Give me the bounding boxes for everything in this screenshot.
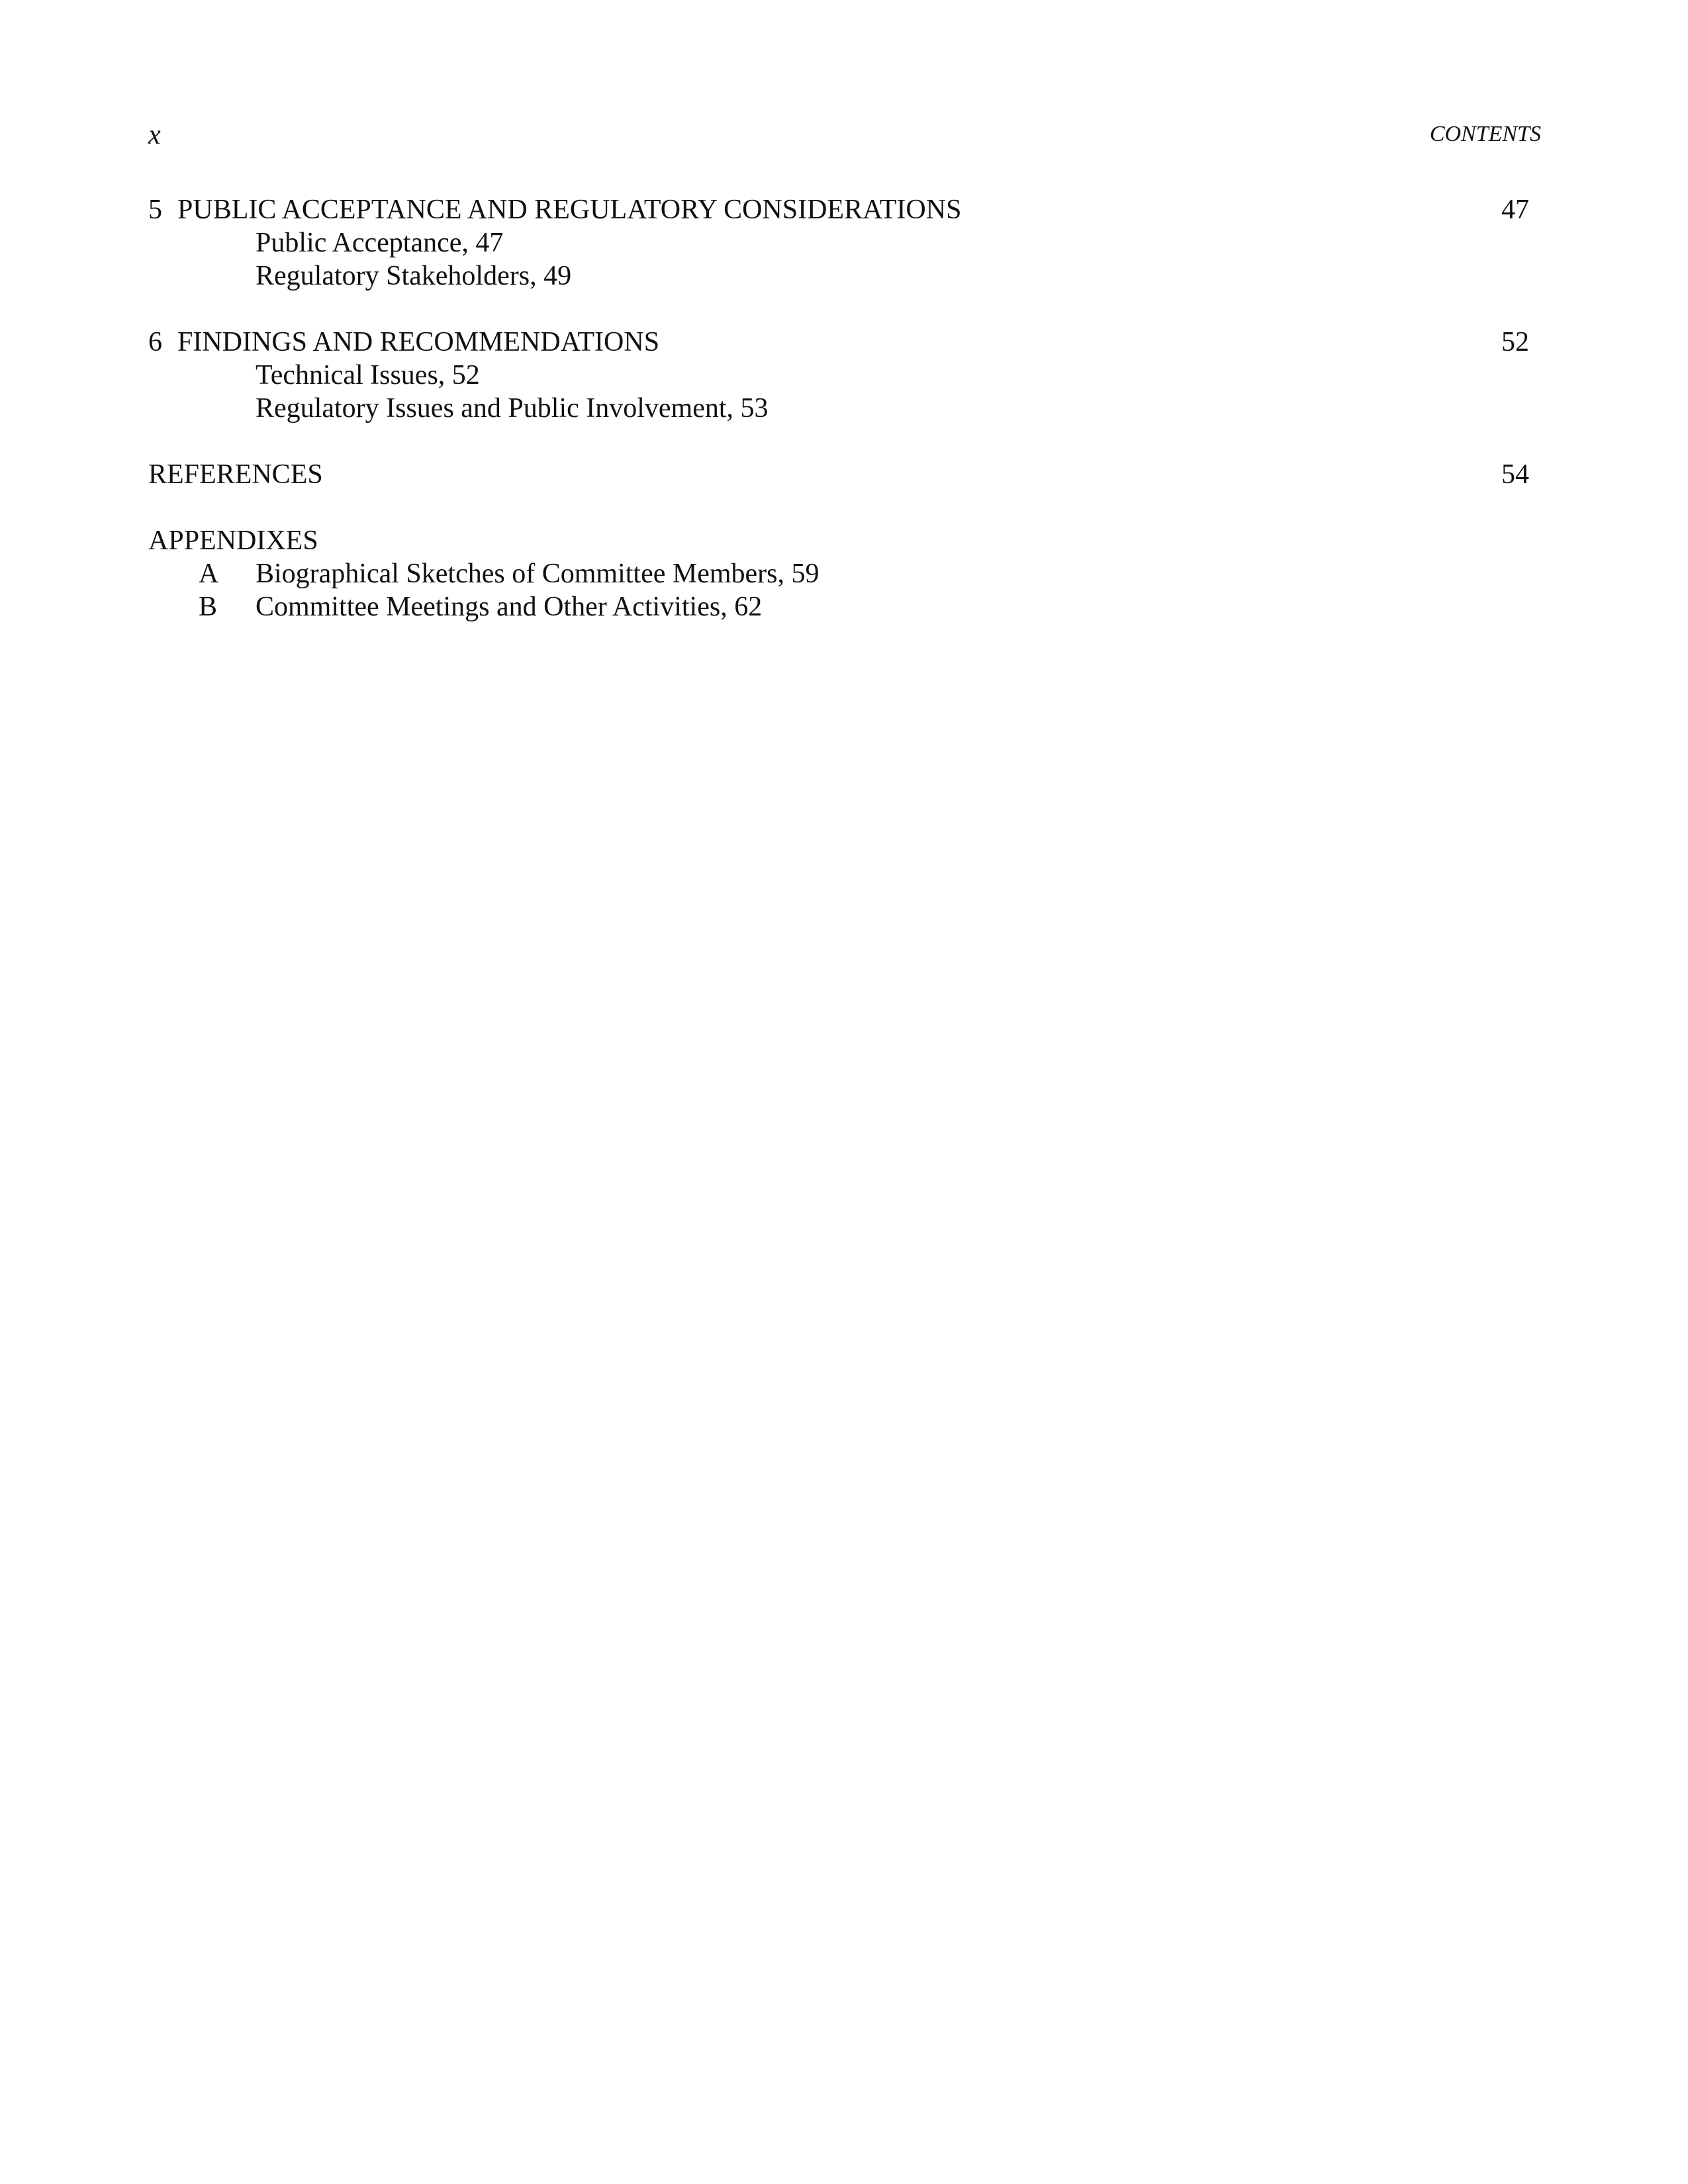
chapter-heading: [148, 193, 1529, 226]
toc-section: Technical Issues, 52: [256, 360, 480, 390]
chapter-page-number: 47: [1501, 195, 1529, 225]
chapter-page-number: 52: [1501, 327, 1529, 357]
toc-chapter-5: [148, 193, 1529, 293]
appendixes-title: APPENDIXES: [148, 525, 318, 556]
toc-references: [148, 458, 1529, 491]
appendix-letter: B: [199, 592, 218, 622]
appendix-letter: A: [199, 559, 219, 589]
toc-section: Public Acceptance, 47: [256, 228, 504, 258]
appendix-title: Biographical Sketches of Committee Members, 59: [256, 559, 820, 589]
toc-chapter-6: [148, 326, 1529, 425]
appendix-item: [148, 557, 1529, 590]
chapter-number: 5: [148, 195, 162, 225]
toc-section: Regulatory Stakeholders, 49: [256, 261, 572, 291]
running-head-title: CONTENTS: [1429, 122, 1541, 146]
toc-section: Regulatory Issues and Public Involvement, 53: [256, 393, 769, 424]
references-page-number: 54: [1501, 459, 1529, 490]
appendix-item: [148, 590, 1529, 623]
chapter-number: 6: [148, 327, 162, 357]
chapter-title: PUBLIC ACCEPTANCE AND REGULATORY CONSIDERATIONS: [177, 195, 962, 225]
appendixes-heading: [148, 524, 1529, 557]
running-head: [148, 119, 1541, 156]
chapter-title: FINDINGS AND RECOMMENDATIONS: [177, 327, 660, 357]
page-folio: x: [148, 120, 161, 150]
references-heading: [148, 458, 1529, 491]
toc-appendixes: [148, 524, 1529, 623]
appendix-title: Committee Meetings and Other Activities, 62: [256, 592, 763, 622]
chapter-heading: [148, 326, 1529, 359]
references-title: REFERENCES: [148, 459, 323, 490]
